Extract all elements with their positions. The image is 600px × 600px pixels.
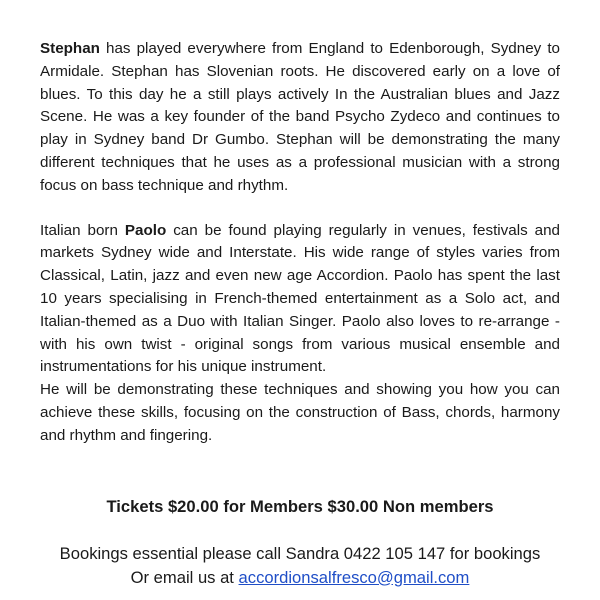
- paolo-bio: can be found playing regularly in venues, festivals and markets Sydney wide and Interstate. His wide range of styles varies from Classical, Latin, jazz and even new age Accordion. Paolo has spent the last 10 years specialising in French-themed entertainment as a Solo act, and Italian-themed as a Duo with Italian Singer. Paolo also loves to re-arrange - with his own twist - original songs from various musical ensemble and instrumentations for his unique instrument.: [40, 221, 560, 376]
- paolo-demo-paragraph: He will be demonstrating these techniques and showing you how you can achieve these skills, focusing on the construction of Bass, chords, harmony and rhythm and fingering.: [40, 381, 560, 444]
- paolo-paragraph: [40, 220, 560, 380]
- email-prefix: Or email us at: [130, 567, 239, 587]
- paolo-name: Paolo: [124, 221, 167, 239]
- stephan-paragraph: [40, 38, 560, 198]
- bookings-call: Bookings essential please call Sandra 0422 105 147 for bookings: [59, 543, 541, 563]
- paragraph-gap: [40, 198, 560, 220]
- tickets-price: Tickets $20.00 for Members $30.00 Non members: [106, 496, 494, 516]
- email-link[interactable]: accordionsalfresco@gmail.com: [238, 567, 470, 587]
- paolo-intro: Italian born: [40, 221, 125, 239]
- bookings-block: [40, 542, 560, 590]
- stephan-name: Stephan: [40, 40, 100, 57]
- stephan-bio: has played everywhere from England to Edenborough, Sydney to Armidale. Stephan has Slovenian roots. He discovered early on a love of blues. To this day he a still plays actively In the Australian blues and Jazz Scene. He was a key founder of the band Psycho Zydeco and continues to play in Sydney band Dr Gumbo. Stephan will be demonstrating the many different techniques that he uses as a professional musician with a strong focus on bass technique and rhythm.: [40, 40, 560, 194]
- bookings-email-line: [40, 566, 560, 590]
